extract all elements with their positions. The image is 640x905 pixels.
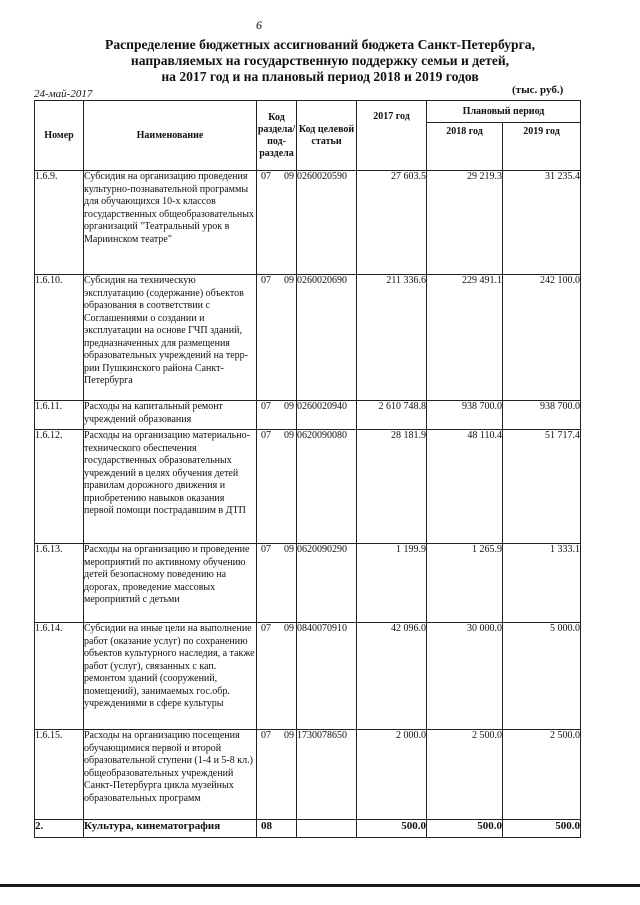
row-article: 0840070910 [297,623,357,730]
row-section [257,623,297,730]
row-name: Расходы на капитальный ремонт учреждений образования [84,401,257,430]
header-2019: 2019 год [503,123,581,171]
row-article [297,820,357,838]
title-line: на 2017 год и на плановый период 2018 и 2019 годов [161,69,479,84]
row-2019: 2 500.0 [503,730,581,820]
row-2018: 30 000.0 [427,623,503,730]
row-2017: 1 199.9 [357,544,427,623]
row-section [257,820,297,838]
row-name: Расходы на организацию и проведение мероприятий по активному обучению детей безопасному поведению на дорогах, проведение массовых мероприятий с детьми [84,544,257,623]
row-2018: 938 700.0 [427,401,503,430]
table-row [35,623,581,730]
subsection-code: 09 [284,401,294,412]
row-number: 1.6.13. [35,544,84,623]
title-line: Распределение бюджетных ассигнований бюджета Санкт-Петербурга, [105,37,535,52]
document-title [60,37,580,85]
row-article: 0260020940 [297,401,357,430]
row-section [257,430,297,544]
row-2018: 2 500.0 [427,730,503,820]
row-section [257,171,297,275]
subsection-code: 09 [284,544,294,555]
budget-table [34,100,581,838]
row-2019: 5 000.0 [503,623,581,730]
row-2019: 1 333.1 [503,544,581,623]
table-row [35,401,581,430]
subsection-code: 09 [284,171,294,182]
header-section-code: Код раздела/ под- раздела [257,101,297,171]
row-2017: 28 181.9 [357,430,427,544]
header-planned-period: Плановый период [427,101,581,123]
row-2019: 242 100.0 [503,275,581,401]
table-row [35,544,581,623]
row-number: 2. [35,820,84,838]
row-name: Расходы на организацию посещения обучающимися первой и второй образовательной ступени (1-4 и 5-8 кл.) общеобразовательных учреждений Санкт-Петербурга цикла музейных образовательных программ [84,730,257,820]
row-2018: 29 219.3 [427,171,503,275]
row-2017: 500.0 [357,820,427,838]
row-name: Субсидия на техническую эксплуатацию (содержание) объектов образования в соответствии с Соглашениями о создании и эксплуатации на основе ГЧП зданий, предназначенных для размещения образовательных учреждений на терр-рии Пушкинского района Санкт-Петербурга [84,275,257,401]
row-number: 1.6.10. [35,275,84,401]
row-2017: 2 000.0 [357,730,427,820]
total-row [35,820,581,838]
subsection-code: 09 [284,730,294,741]
table-row [35,171,581,275]
section-code: 08 [261,820,272,832]
header-2018: 2018 год [427,123,503,171]
row-2019: 31 235.4 [503,171,581,275]
section-code: 07 [261,275,271,286]
row-name: Субсидии на иные цели на выполнение работ (оказание услуг) по сохранению объектов культурного наследия, а также работ (услуг), связанных с кап. ремонтом зданий (сооружений, помещений), занимаемых гос.обр. учреждениями в сфере культуры [84,623,257,730]
row-2018: 500.0 [427,820,503,838]
row-name: Культура, кинематография [84,820,257,838]
table-row [35,430,581,544]
row-article: 1730078650 [297,730,357,820]
row-section [257,275,297,401]
units-label: (тыс. руб.) [512,84,564,96]
page-number: 6 [256,18,262,32]
subsection-code: 09 [284,623,294,634]
header-2017: 2017 год [357,101,427,171]
title-line: направляемых на государственную поддержку семьи и детей, [130,53,510,68]
section-code: 07 [261,544,271,555]
row-number: 1.6.11. [35,401,84,430]
row-2019: 500.0 [503,820,581,838]
row-article: 0260020690 [297,275,357,401]
table-row [35,730,581,820]
header-number: Номер [35,101,84,171]
row-2019: 938 700.0 [503,401,581,430]
row-article: 0260020590 [297,171,357,275]
row-2018: 1 265.9 [427,544,503,623]
row-article: 0620090080 [297,430,357,544]
header-article-code: Код целевой статьи [297,101,357,171]
row-2019: 51 717.4 [503,430,581,544]
row-2017: 2 610 748.8 [357,401,427,430]
page-bottom-edge [0,884,640,887]
section-code: 07 [261,623,271,634]
row-name: Расходы на организацию материально-технического обеспечения государственных образовательных учреждений в целях обучения детей правилам дорожного движения и приобретению навыков оказания первой помощи пострадавшим в ДТП [84,430,257,544]
subsection-code: 09 [284,275,294,286]
section-code: 07 [261,430,271,441]
row-article: 0620090290 [297,544,357,623]
row-2018: 48 110.4 [427,430,503,544]
row-section [257,401,297,430]
row-number: 1.6.9. [35,171,84,275]
section-code: 07 [261,171,271,182]
section-code: 07 [261,401,271,412]
row-2017: 27 603.5 [357,171,427,275]
header-name: Наименование [84,101,257,171]
row-number: 1.6.12. [35,430,84,544]
row-name: Субсидия на организацию проведения культурно-познавательной программы для обучающихся 10-х классов государственных общеобразовательных организаций "Театральный урок в Мариинском театре" [84,171,257,275]
row-2017: 42 096.0 [357,623,427,730]
row-2018: 229 491.1 [427,275,503,401]
section-code: 07 [261,730,271,741]
table-row [35,275,581,401]
document-date: 24-май-2017 [34,88,93,100]
row-number: 1.6.15. [35,730,84,820]
row-section [257,730,297,820]
subsection-code: 09 [284,430,294,441]
row-number: 1.6.14. [35,623,84,730]
row-section [257,544,297,623]
row-2017: 211 336.6 [357,275,427,401]
